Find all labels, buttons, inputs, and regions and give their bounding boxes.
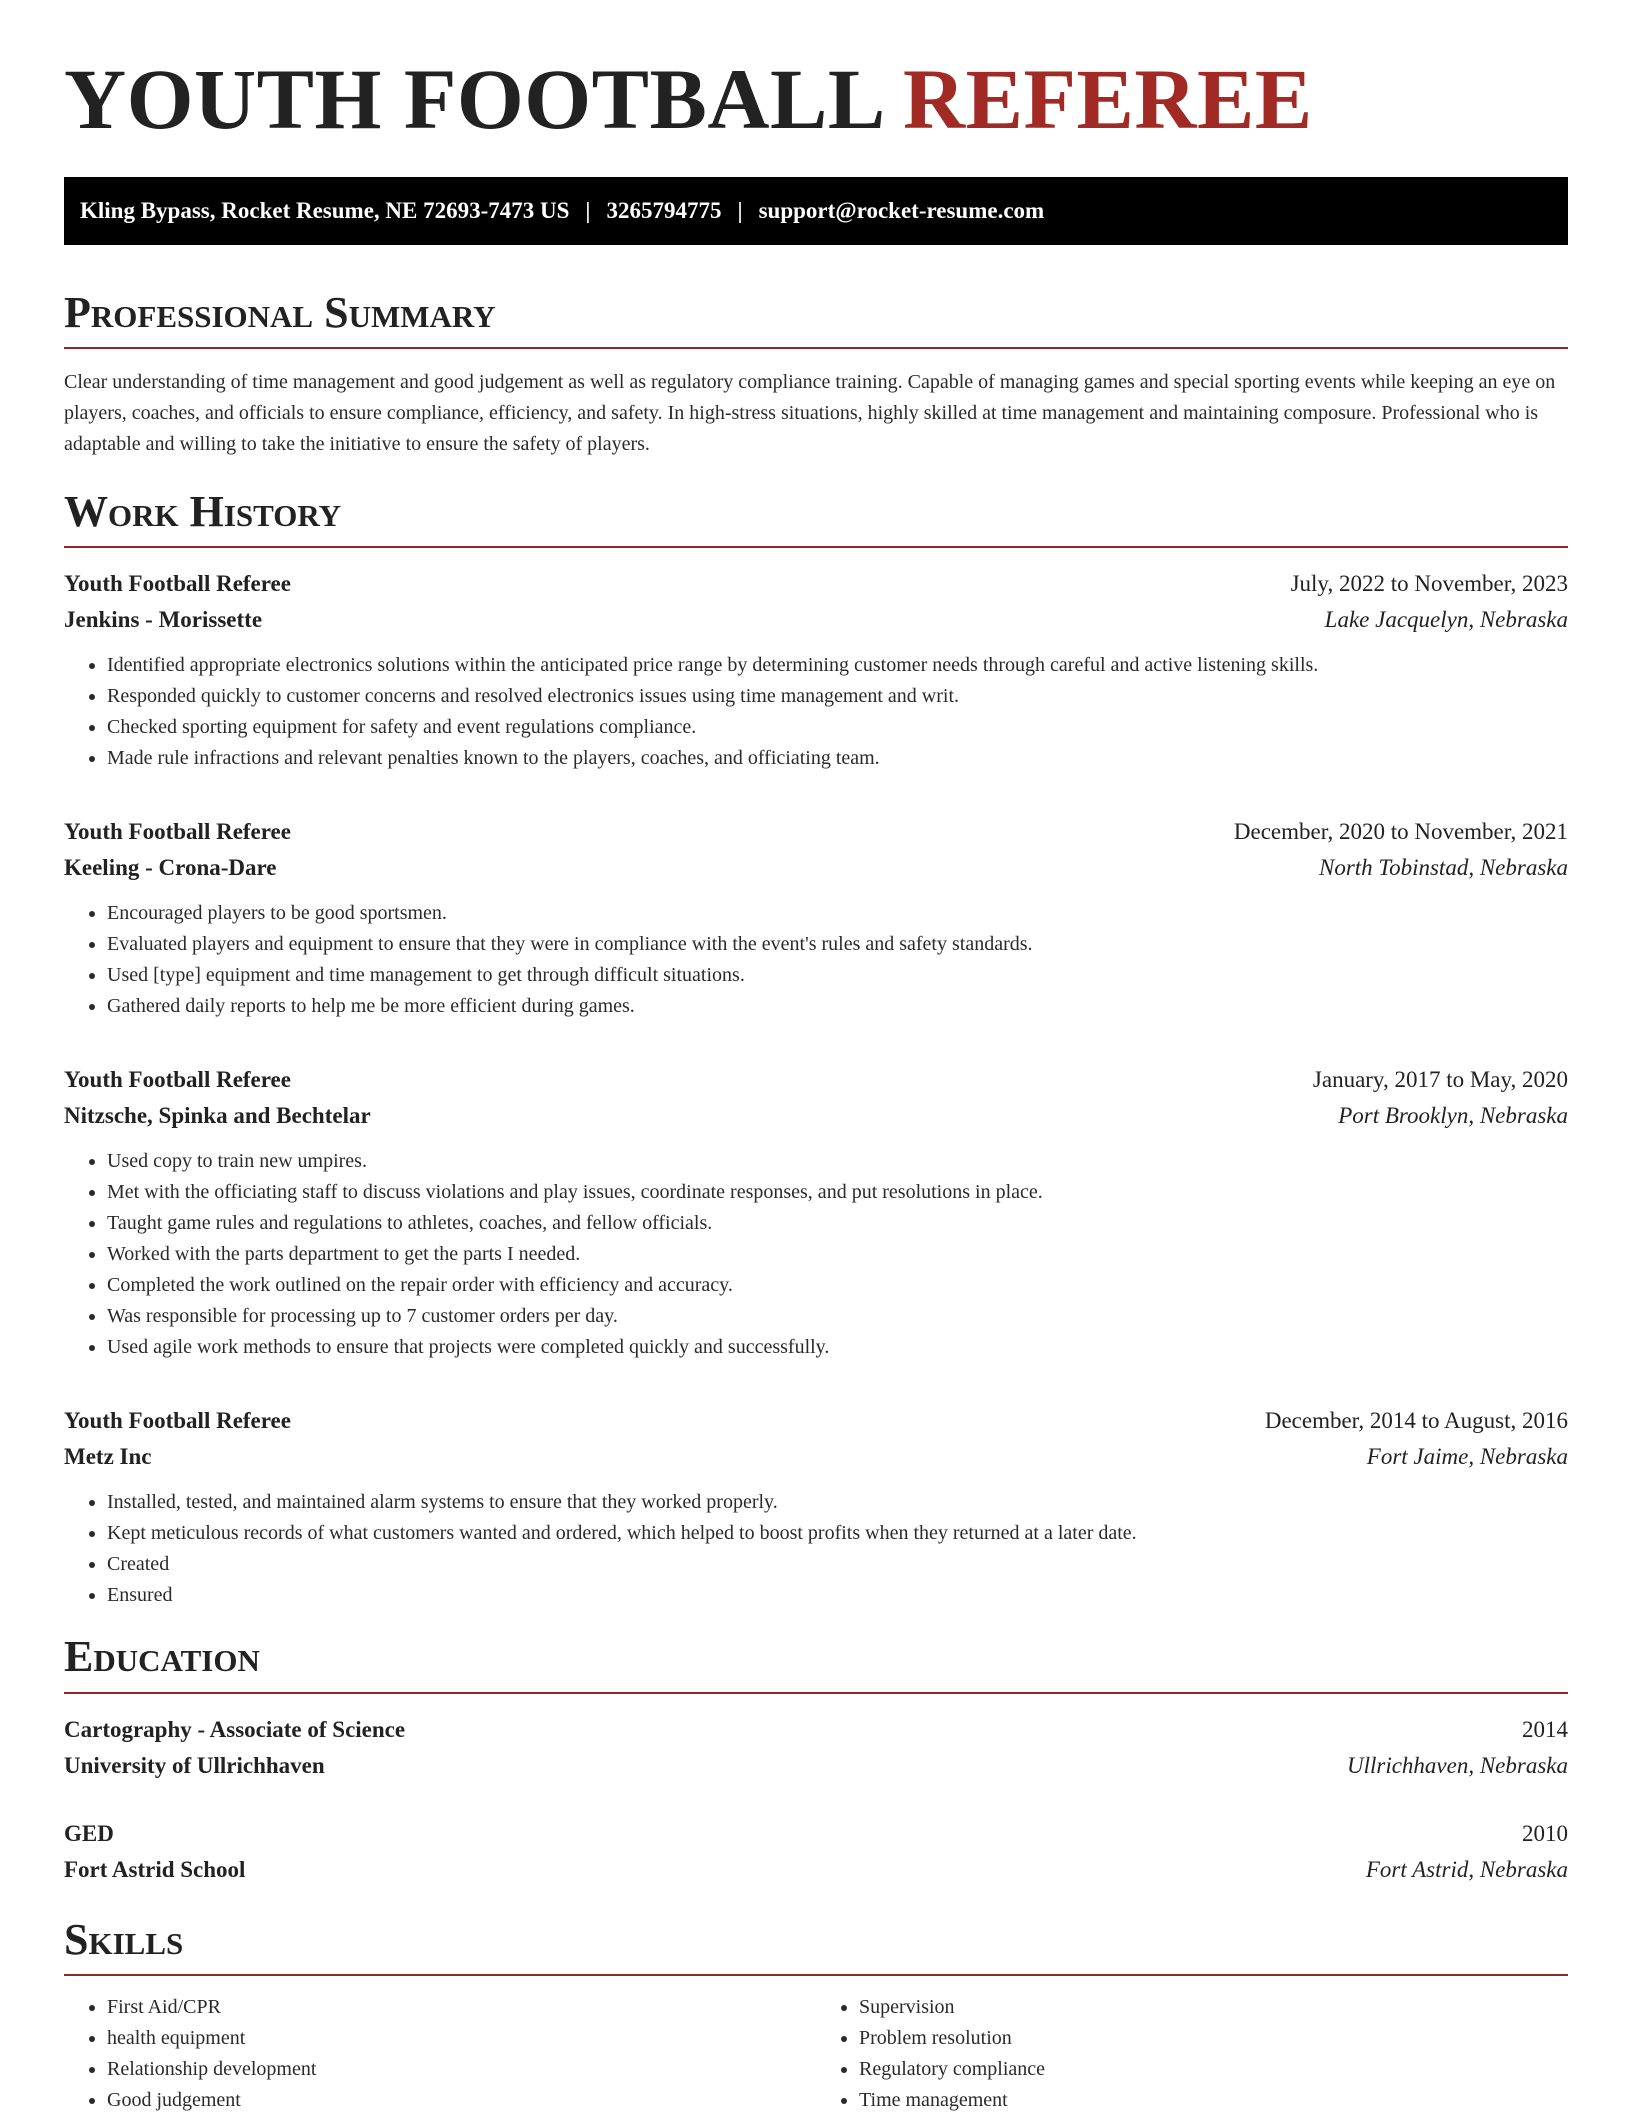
job-bullet: • Was responsible for processing up to 7 customer orders per day. <box>107 1301 1568 1332</box>
skills-columns <box>64 1992 1568 2116</box>
job-bullet: • Checked sporting equipment for safety and event regulations compliance. <box>107 712 1568 743</box>
education-section <box>64 1633 1568 1887</box>
skill-item: • Problem resolution <box>859 2023 1568 2054</box>
job-bullet: • Used agile work methods to ensure that projects were completed quickly and successfully. <box>107 1332 1568 1363</box>
work-history-title: Work History <box>64 486 342 536</box>
skill-item: • Good judgement <box>107 2085 816 2116</box>
job-dates: December, 2020 to November, 2021 <box>1233 819 1568 845</box>
education-year: 2014 <box>1522 1716 1568 1742</box>
education-year: 2010 <box>1522 1820 1568 1846</box>
job-bullets <box>64 650 1568 774</box>
job-header-row <box>64 814 1568 850</box>
contact-address: Kling Bypass, Rocket Resume, NE 72693-7473 US <box>80 197 570 223</box>
job-role: Youth Football Referee <box>64 1408 291 1434</box>
contact-email: support@rocket-resume.com <box>758 197 1045 223</box>
section-divider <box>64 347 1568 349</box>
name-main: YOUTH FOOTBALL <box>64 51 881 147</box>
job-bullet: • Made rule infractions and relevant penalties known to the players, coaches, and officiating team. <box>107 743 1568 774</box>
contact-separator: | <box>585 197 591 223</box>
job-location: North Tobinstad, Nebraska <box>1318 855 1568 881</box>
job-dates: July, 2022 to November, 2023 <box>1290 571 1568 597</box>
education-school: Fort Astrid School <box>64 1856 246 1882</box>
section-divider <box>64 1692 1568 1694</box>
education-degree: Cartography - Associate of Science <box>64 1716 406 1742</box>
education-school: University of Ullrichhaven <box>64 1752 325 1778</box>
job-company-row <box>64 1439 1568 1475</box>
education-degree: GED <box>64 1820 114 1846</box>
job-entry <box>64 566 1568 774</box>
job-bullet: • Gathered daily reports to help me be more efficient during games. <box>107 991 1568 1022</box>
education-title: Education <box>64 1632 260 1682</box>
education-school-row <box>64 1852 1568 1888</box>
job-company: Jenkins - Morissette <box>64 607 263 633</box>
education-degree-row <box>64 1712 1568 1748</box>
job-dates: January, 2017 to May, 2020 <box>1312 1067 1568 1093</box>
job-bullet: • Met with the officiating staff to discuss violations and play issues, coordinate responses, and put resolutions in place. <box>107 1177 1568 1208</box>
work-history-section <box>64 488 1568 1611</box>
job-bullet: • Taught game rules and regulations to athletes, coaches, and fellow officials. <box>107 1208 1568 1239</box>
job-bullet: • Identified appropriate electronics solutions within the anticipated price range by determining customer needs through careful and active listening skills. <box>107 650 1568 681</box>
job-role: Youth Football Referee <box>64 571 291 597</box>
job-role: Youth Football Referee <box>64 819 291 845</box>
job-company-row <box>64 602 1568 638</box>
job-bullet: • Ensured <box>107 1580 1568 1611</box>
job-bullet: • Kept meticulous records of what customers wanted and ordered, which helped to boost profits when they returned at a later date. <box>107 1518 1568 1549</box>
resume-name <box>64 0 1568 147</box>
job-bullet: • Evaluated players and equipment to ensure that they were in compliance with the event's rules and safety standards. <box>107 929 1568 960</box>
job-bullet: • Used [type] equipment and time management to get through difficult situations. <box>107 960 1568 991</box>
job-location: Port Brooklyn, Nebraska <box>1338 1103 1568 1129</box>
job-header-row <box>64 566 1568 602</box>
education-entry <box>64 1816 1568 1888</box>
skills-title: Skills <box>64 1914 184 1964</box>
skills-list-right <box>816 1992 1568 2116</box>
job-bullet: • Installed, tested, and maintained alarm systems to ensure that they worked properly. <box>107 1487 1568 1518</box>
job-bullet: • Created <box>107 1549 1568 1580</box>
education-location: Ullrichhaven, Nebraska <box>1346 1752 1568 1778</box>
education-entry <box>64 1712 1568 1784</box>
job-bullets <box>64 898 1568 1022</box>
job-header-row <box>64 1403 1568 1439</box>
education-location: Fort Astrid, Nebraska <box>1365 1856 1568 1882</box>
name-accent: REFEREE <box>903 51 1313 147</box>
job-company-row <box>64 1098 1568 1134</box>
summary-title: Professional Summary <box>64 287 496 337</box>
contact-phone: 3265794775 <box>606 197 722 223</box>
summary-text: Clear understanding of time management and good judgement as well as regulatory compliance training. Capable of managing games and special sporting events while keeping an eye on players, coaches, and officials to ensure compliance, efficiency, and safety. In high-stress situations, highly skilled at time management and maintaining composure. Professional who is adaptable and willing to take the initiative to ensure the safety of players. <box>64 370 1556 455</box>
skill-item: • Time management <box>859 2085 1568 2116</box>
job-location: Fort Jaime, Nebraska <box>1366 1444 1568 1470</box>
contact-bar <box>64 177 1568 245</box>
job-bullets <box>64 1146 1568 1363</box>
job-bullet: • Worked with the parts department to get the parts I needed. <box>107 1239 1568 1270</box>
skills-section <box>64 1916 1568 2116</box>
job-location: Lake Jacquelyn, Nebraska <box>1324 607 1568 633</box>
section-divider <box>64 546 1568 548</box>
job-company: Keeling - Crona-Dare <box>64 855 277 881</box>
skill-item: • Regulatory compliance <box>859 2054 1568 2085</box>
job-bullet: • Encouraged players to be good sportsmen. <box>107 898 1568 929</box>
education-degree-row <box>64 1816 1568 1852</box>
job-bullets <box>64 1487 1568 1611</box>
job-company-row <box>64 850 1568 886</box>
skill-item: • health equipment <box>107 2023 816 2054</box>
job-entry <box>64 814 1568 1022</box>
contact-separator: | <box>737 197 743 223</box>
section-divider <box>64 1974 1568 1976</box>
job-company: Metz Inc <box>64 1444 152 1470</box>
skills-list-left <box>64 1992 816 2116</box>
job-company: Nitzsche, Spinka and Bechtelar <box>64 1103 371 1129</box>
education-school-row <box>64 1748 1568 1784</box>
job-header-row <box>64 1062 1568 1098</box>
job-bullet: • Used copy to train new umpires. <box>107 1146 1568 1177</box>
job-bullet: • Completed the work outlined on the repair order with efficiency and accuracy. <box>107 1270 1568 1301</box>
job-role: Youth Football Referee <box>64 1067 291 1093</box>
job-entry <box>64 1403 1568 1611</box>
job-bullet: • Responded quickly to customer concerns and resolved electronics issues using time management and writ. <box>107 681 1568 712</box>
skill-item: • First Aid/CPR <box>107 1992 816 2023</box>
skill-item: • Supervision <box>859 1992 1568 2023</box>
job-entry <box>64 1062 1568 1363</box>
skill-item: • Relationship development <box>107 2054 816 2085</box>
job-dates: December, 2014 to August, 2016 <box>1264 1408 1568 1434</box>
summary-section <box>64 289 1568 460</box>
